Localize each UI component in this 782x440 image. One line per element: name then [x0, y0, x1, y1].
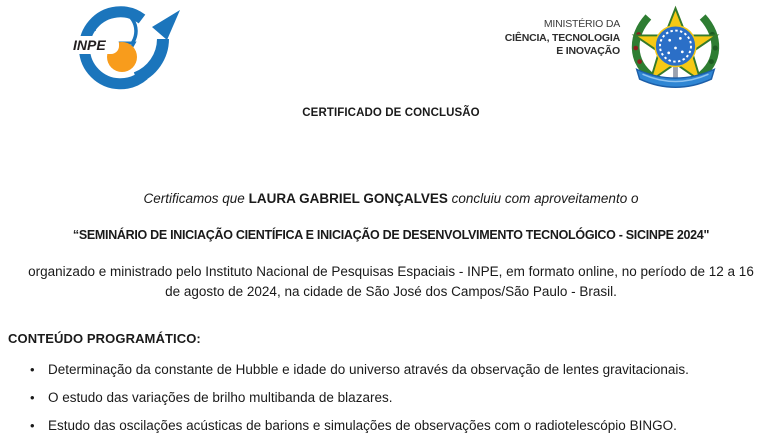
intro-prefix: Certificamos que — [143, 191, 245, 206]
ministry-text — [505, 18, 620, 59]
ministry-line3: E INOVAÇÃO — [556, 45, 620, 57]
intro-sentence — [0, 191, 782, 206]
inpe-logo — [64, 5, 184, 91]
ministry-block — [505, 5, 724, 93]
list-item: • O estudo das variações de brilho multibanda de blazares. — [48, 389, 782, 406]
inpe-logo-text: INPE — [73, 37, 106, 53]
content-heading: CONTEÚDO PROGRAMÁTICO: — [8, 331, 201, 346]
list-item: • Estudo das oscilações acústicas de barions e simulações de observações com o radiotelescópio BINGO. — [48, 417, 782, 434]
brazil-coat-of-arms — [627, 5, 724, 93]
list-item: • Determinação da constante de Hubble e idade do universo através da observação de lentes gravitacionais. — [48, 361, 782, 378]
inpe-logo-graphic — [64, 5, 184, 91]
description-line2: de agosto de 2024, na cidade de São José dos Campos/São Paulo - Brasil. — [165, 284, 617, 299]
certificate-title: CERTIFICADO DE CONCLUSÃO — [302, 107, 480, 119]
ministry-line2: CIÊNCIA, TECNOLOGIA — [504, 31, 620, 44]
logo-arrow-head — [152, 10, 180, 40]
content-list — [0, 361, 782, 434]
course-title: “SEMINÁRIO DE INICIAÇÃO CIENTÍFICA E INICIAÇÃO DE DESENVOLVIMENTO TECNOLÓGICO - SICINPE 2024" — [72, 228, 710, 242]
certificate-header — [0, 0, 782, 97]
course-description — [0, 262, 782, 302]
description-line1: organizado e ministrado pelo Instituto Nacional de Pesquisas Espaciais - INPE, em formato online, no período de 12 a 16 — [28, 264, 754, 279]
recipient-name: LAURA GABRIEL GONÇALVES — [248, 191, 448, 206]
intro-suffix: concluiu com aproveitamento o — [451, 191, 639, 206]
ministry-line1: MINISTÉRIO DA — [543, 18, 620, 30]
